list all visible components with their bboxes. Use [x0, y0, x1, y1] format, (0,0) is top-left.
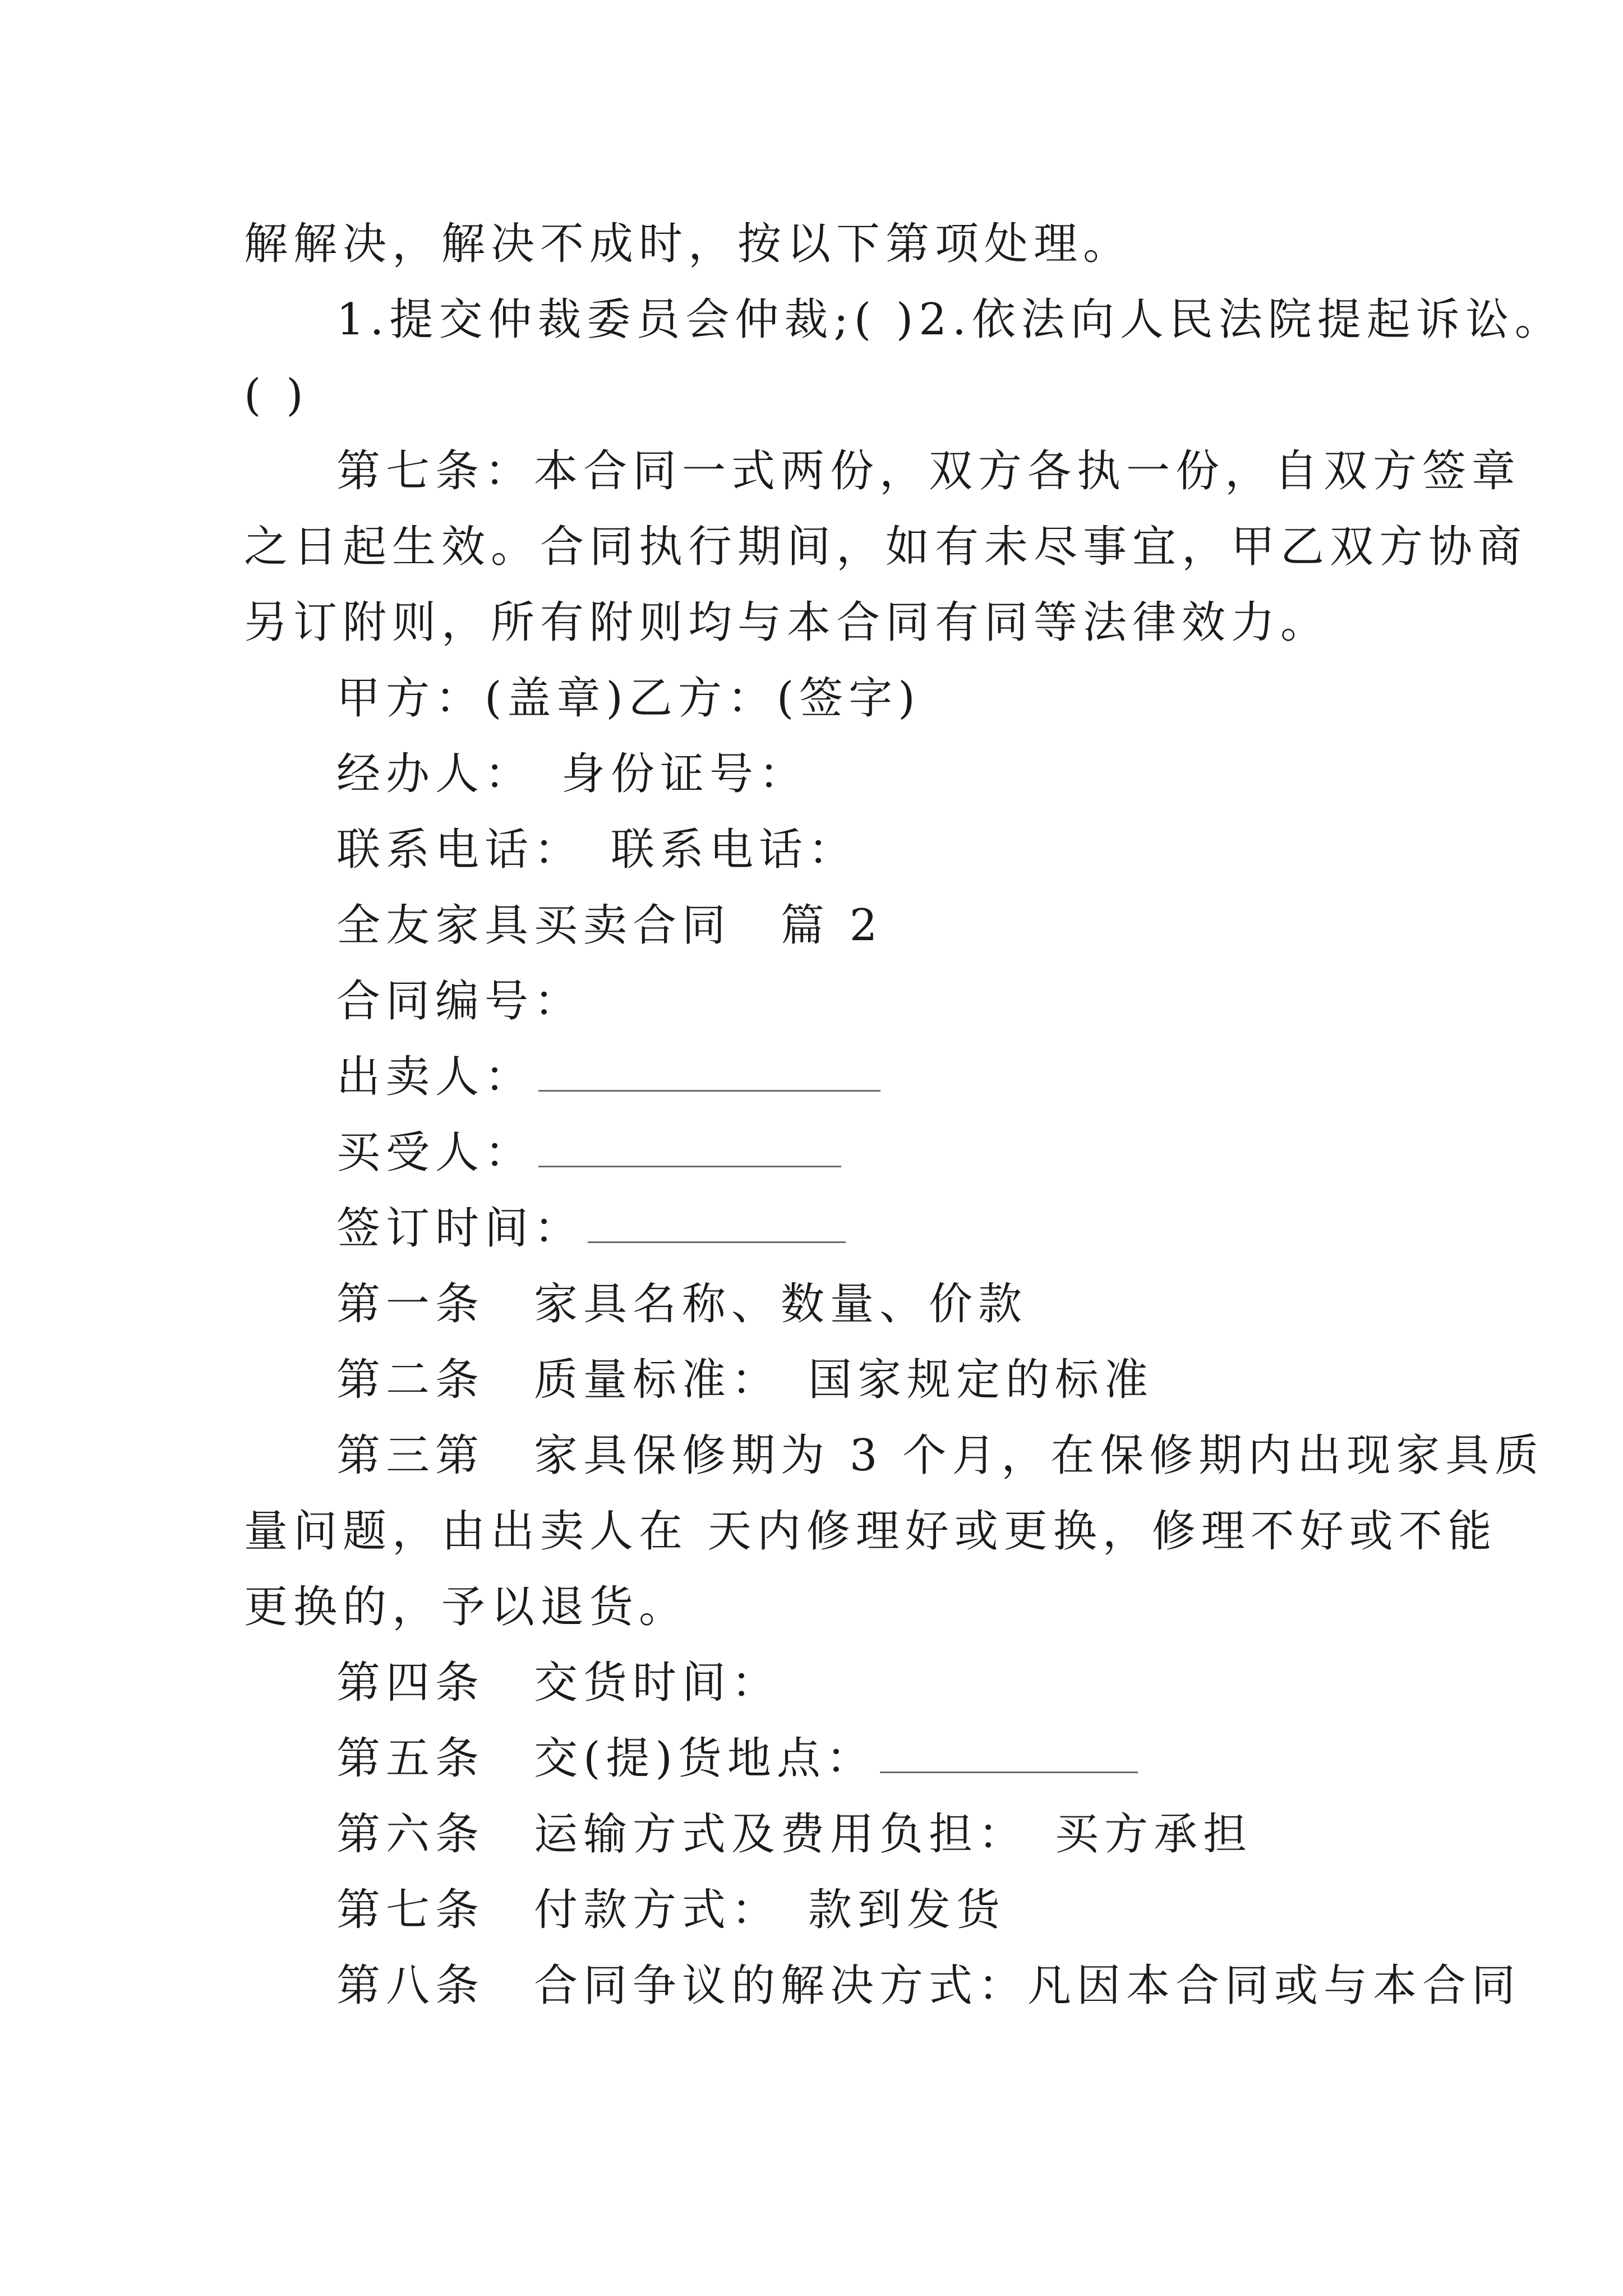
text-line: 量问题，由出卖人在 天内修理好或更换，修理不好或不能 [244, 1506, 1497, 1557]
text-line: 第三第 家具保修期为 3 个月，在保修期内出现家具质 [336, 1430, 1544, 1481]
delivery-place-label: 第五条 交(提)货地点： [336, 1733, 875, 1784]
text-line: 另订附则，所有附则均与本合同有同等法律效力。 [244, 597, 1330, 648]
text-line: 第八条 合同争议的解决方式：凡因本合同或与本合同 [336, 1961, 1521, 2011]
text-line: 第一条 家具名称、数量、价款 [336, 1279, 1028, 1329]
text-line: 第六条 运输方式及费用负担： 买方承担 [336, 1809, 1253, 1860]
text-line: ( ) [244, 370, 309, 421]
buyer-blank [538, 1130, 841, 1167]
signing-time-label: 签订时间： [336, 1203, 584, 1254]
section-heading: 全友家具买卖合同 篇 2 [336, 900, 883, 951]
text-line: 甲方：(盖章)乙方：(签字) [336, 673, 921, 724]
buyer-label: 买受人： [336, 1128, 534, 1178]
text-line: 经办人： 身份证号： [336, 749, 809, 799]
seller-blank [538, 1054, 880, 1092]
text-line: 更换的，予以退货。 [244, 1582, 689, 1632]
seller-line [336, 1049, 880, 1105]
text-line: 合同编号： [336, 976, 584, 1027]
delivery-place-blank [880, 1736, 1138, 1773]
signing-time-line [336, 1200, 846, 1257]
text-line: 第七条 付款方式： 款到发货 [336, 1885, 1006, 1935]
text-line: 第四条 交货时间： [336, 1658, 781, 1708]
text-line: 1.提交仲裁委员会仲裁;( )2.依法向人民法院提起诉讼。 [336, 295, 1564, 345]
signing-time-blank [588, 1205, 846, 1243]
delivery-place-line [336, 1731, 1138, 1787]
text-line: 之日起生效。合同执行期间，如有未尽事宜，甲乙双方协商 [244, 522, 1528, 572]
buyer-line [336, 1125, 841, 1181]
seller-label: 出卖人： [336, 1052, 534, 1102]
text-line: 联系电话： 联系电话： [336, 825, 858, 875]
text-line: 第二条 质量标准： 国家规定的标准 [336, 1355, 1154, 1405]
text-line: 解解决，解决不成时，按以下第项处理。 [244, 219, 1133, 269]
text-line: 第七条：本合同一式两份，双方各执一份，自双方签章 [336, 446, 1521, 496]
